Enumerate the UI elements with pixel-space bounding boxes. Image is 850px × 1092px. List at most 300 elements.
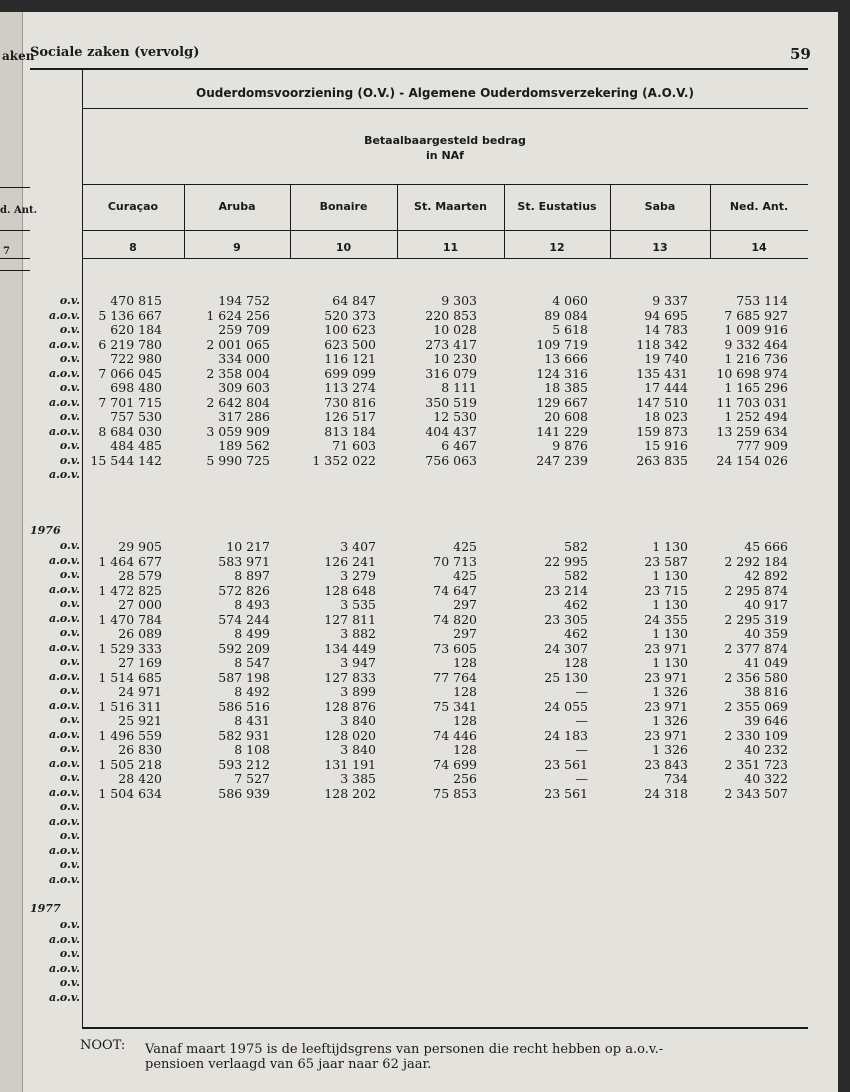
row-type-label: a.o.v. <box>48 785 80 799</box>
margin-cut-heading: d. Ant. <box>0 205 38 216</box>
table-cell: 77 764 <box>433 669 477 685</box>
table-cell: 89 084 <box>544 307 588 323</box>
table-cell: 25 921 <box>118 713 162 728</box>
table-cell: 2 343 507 <box>724 785 788 801</box>
table-cell: 1 326 <box>652 713 688 728</box>
table-cell: 42 892 <box>744 568 788 583</box>
table-cell: 126 241 <box>324 553 376 569</box>
table-cell: 10 230 <box>433 351 477 366</box>
table-cell: 2 295 874 <box>724 582 788 598</box>
table-cell: 75 853 <box>433 785 477 801</box>
table-cell: 263 835 <box>636 452 688 468</box>
table-cell: 23 971 <box>644 727 688 743</box>
table-cell: 572 826 <box>218 582 270 598</box>
margin-rule-a <box>0 187 30 188</box>
row-labels-monthly-1977 <box>24 918 80 1005</box>
table-cell: 484 485 <box>110 438 162 453</box>
row-type-label: o.v. <box>59 626 80 639</box>
col-header-aruba: Aruba <box>218 200 256 213</box>
table-cell: 113 274 <box>324 380 376 395</box>
table-cell: 2 292 184 <box>724 553 788 569</box>
table-cell: 141 229 <box>536 423 588 439</box>
row-type-label: a.o.v. <box>48 872 80 886</box>
table-title: Ouderdomsvoorziening (O.V.) - Algemene Ouderdomsverzekering (A.O.V.) <box>196 86 694 100</box>
table-cell: 135 431 <box>636 365 688 381</box>
table-cell: 8 684 030 <box>98 423 162 439</box>
row-type-label: a.o.v. <box>48 640 80 654</box>
row-type-label: o.v. <box>59 352 80 365</box>
table-cell: 757 530 <box>110 409 162 424</box>
year-label-1977: 1977 <box>30 902 61 915</box>
table-cell: 116 121 <box>324 351 376 366</box>
table-cell: 17 444 <box>644 380 688 395</box>
table-cell: 582 931 <box>218 727 270 743</box>
table-cell: 9 303 <box>441 293 477 308</box>
table-cell: 1 326 <box>652 684 688 699</box>
table-cell: 24 307 <box>544 640 588 656</box>
table-cell: 1 516 311 <box>98 698 162 714</box>
row-type-label: o.v. <box>59 539 80 552</box>
amount-heading-line2: in NAf <box>426 149 464 162</box>
table-cell: 2 351 723 <box>724 756 788 772</box>
row-type-label: o.v. <box>59 381 80 394</box>
table-cell: 23 843 <box>644 756 688 772</box>
table-cell: 1 504 634 <box>98 785 162 801</box>
table-cell: 623 500 <box>324 336 376 352</box>
table-cell: 3 947 <box>340 655 376 670</box>
table-cell: 592 209 <box>218 640 270 656</box>
table-cell: 70 713 <box>433 553 477 569</box>
row-type-label: o.v. <box>59 976 80 989</box>
table-cell: 109 719 <box>536 336 588 352</box>
table-cell: 40 359 <box>744 626 788 641</box>
table-cell: 3 407 <box>340 539 376 554</box>
table-cell: 1 216 736 <box>724 351 788 366</box>
margin-cut-colnum: 7 <box>3 246 10 257</box>
table-cell: 462 <box>564 626 588 641</box>
table-cell: 3 840 <box>340 713 376 728</box>
row-type-label: a.o.v. <box>48 337 80 351</box>
row-type-label: a.o.v. <box>48 756 80 770</box>
table-cell: 19 740 <box>644 351 688 366</box>
table-cell: 28 420 <box>118 771 162 786</box>
table-cell: 128 876 <box>324 698 376 714</box>
table-cell: 24 355 <box>644 611 688 627</box>
row-type-label: o.v. <box>59 800 80 813</box>
table-cell: 582 <box>564 539 588 554</box>
table-cell: 334 000 <box>218 351 270 366</box>
table-cell: 10 698 974 <box>716 365 788 381</box>
table-cell: 698 480 <box>110 380 162 395</box>
table-cell: — <box>575 713 588 728</box>
table-cell: 1 130 <box>652 655 688 670</box>
top-rule <box>30 68 808 70</box>
table-cell: 29 905 <box>118 539 162 554</box>
table-cell: 10 217 <box>226 539 270 554</box>
table-cell: 6 467 <box>441 438 477 453</box>
table-cell: 734 <box>664 771 688 786</box>
row-type-label: a.o.v. <box>48 932 80 946</box>
table-cell: — <box>575 742 588 757</box>
row-type-label: a.o.v. <box>48 424 80 438</box>
table-cell: 587 198 <box>218 669 270 685</box>
table-cell: 131 191 <box>324 756 376 772</box>
margin-rule-c <box>0 258 30 259</box>
table-cell: 24 154 026 <box>716 452 788 468</box>
table-cell: 8 897 <box>234 568 270 583</box>
table-cell: 1 464 677 <box>98 553 162 569</box>
row-type-label: a.o.v. <box>48 698 80 712</box>
subheading-rule <box>82 184 808 185</box>
table-cell: 1 130 <box>652 568 688 583</box>
table-cell: 273 417 <box>425 336 477 352</box>
table-cell: 129 667 <box>536 394 588 410</box>
table-cell: 18 385 <box>544 380 588 395</box>
margin-rule-d <box>0 270 30 271</box>
table-cell: 10 028 <box>433 322 477 337</box>
table-cell: 127 811 <box>324 611 376 627</box>
table-cell: 297 <box>453 597 477 612</box>
col-number-curacao: 8 <box>129 241 137 254</box>
row-type-label: o.v. <box>59 294 80 307</box>
table-cell: 128 648 <box>324 582 376 598</box>
row-type-label: o.v. <box>59 684 80 697</box>
row-labels-monthly-1976 <box>24 539 80 887</box>
table-cell: 27 169 <box>118 655 162 670</box>
table-cell: 13 259 634 <box>716 423 788 439</box>
row-type-label: o.v. <box>59 771 80 784</box>
col-header-saba: Saba <box>644 200 676 213</box>
table-cell: 583 971 <box>218 553 270 569</box>
col-number-st-eustatius: 12 <box>549 241 565 254</box>
table-cell: 404 437 <box>425 423 477 439</box>
page-number: 59 <box>790 45 811 63</box>
column-curacao-values <box>82 294 162 801</box>
table-cell: 15 916 <box>644 438 688 453</box>
table-cell: 7 066 045 <box>98 365 162 381</box>
table-cell: 1 009 916 <box>724 322 788 337</box>
row-type-label: a.o.v. <box>48 843 80 857</box>
column-st-maarten-values <box>397 294 477 801</box>
table-cell: 74 699 <box>433 756 477 772</box>
table-cell: 350 519 <box>425 394 477 410</box>
table-cell: 7 685 927 <box>724 307 788 323</box>
table-cell: — <box>575 771 588 786</box>
table-cell: 189 562 <box>218 438 270 453</box>
col-number-aruba: 9 <box>233 241 241 254</box>
note-line-1: Vanaf maart 1975 is de leeftijdsgrens van personen die recht hebben op a.o.v.- <box>145 1042 664 1057</box>
table-cell: 3 385 <box>340 771 376 786</box>
table-cell: 23 214 <box>544 582 588 598</box>
table-cell: 23 305 <box>544 611 588 627</box>
table-cell: 620 184 <box>110 322 162 337</box>
table-cell: 593 212 <box>218 756 270 772</box>
table-cell: 2 330 109 <box>724 727 788 743</box>
table-cell: 134 449 <box>324 640 376 656</box>
table-cell: 15 544 142 <box>90 452 162 468</box>
table-cell: 2 358 004 <box>206 365 270 381</box>
table-cell: 1 130 <box>652 626 688 641</box>
table-cell: 2 642 804 <box>206 394 270 410</box>
table-cell: 5 990 725 <box>206 452 270 468</box>
table-cell: 317 286 <box>218 409 270 424</box>
table-cell: 1 252 494 <box>724 409 788 424</box>
table-cell: 64 847 <box>332 293 376 308</box>
table-cell: 1 505 218 <box>98 756 162 772</box>
table-cell: 259 709 <box>218 322 270 337</box>
column-st-eustatius-values <box>504 294 588 801</box>
table-cell: 1 470 784 <box>98 611 162 627</box>
note-label: NOOT: <box>80 1038 126 1053</box>
binding-spine <box>0 12 23 1092</box>
col-number-saba: 13 <box>652 241 668 254</box>
table-cell: 7 527 <box>234 771 270 786</box>
table-cell: 23 971 <box>644 640 688 656</box>
table-cell: 74 647 <box>433 582 477 598</box>
table-cell: 23 561 <box>544 756 588 772</box>
table-cell: 3 840 <box>340 742 376 757</box>
table-cell: 40 232 <box>744 742 788 757</box>
table-cell: 753 114 <box>736 293 788 308</box>
table-cell: 8 111 <box>441 380 477 395</box>
row-type-label: o.v. <box>59 742 80 755</box>
table-cell: 159 873 <box>636 423 688 439</box>
table-cell: 94 695 <box>644 307 688 323</box>
table-cell: 23 561 <box>544 785 588 801</box>
row-type-label: o.v. <box>59 597 80 610</box>
table-cell: 2 355 069 <box>724 698 788 714</box>
table-cell: 128 202 <box>324 785 376 801</box>
table-cell: 4 060 <box>552 293 588 308</box>
table-cell: 74 446 <box>433 727 477 743</box>
row-type-label: o.v. <box>59 918 80 931</box>
table-cell: 27 000 <box>118 597 162 612</box>
table-cell: 220 853 <box>425 307 477 323</box>
col-header-bonaire: Bonaire <box>319 200 368 213</box>
table-cell: 26 089 <box>118 626 162 641</box>
table-cell: 1 496 559 <box>98 727 162 743</box>
table-cell: 24 318 <box>644 785 688 801</box>
table-cell: 40 917 <box>744 597 788 612</box>
row-type-label: o.v. <box>59 947 80 960</box>
table-cell: 23 715 <box>644 582 688 598</box>
table-cell: 582 <box>564 568 588 583</box>
table-cell: 23 587 <box>644 553 688 569</box>
row-type-label: o.v. <box>59 410 80 423</box>
table-cell: 24 055 <box>544 698 588 714</box>
table-cell: 14 783 <box>644 322 688 337</box>
col-header-st-eustatius: St. Eustatius <box>517 200 597 213</box>
row-type-label: o.v. <box>59 655 80 668</box>
row-type-label: a.o.v. <box>48 990 80 1004</box>
table-cell: 39 646 <box>744 713 788 728</box>
table-cell: 40 322 <box>744 771 788 786</box>
col-header-curacao: Curaçao <box>107 200 159 213</box>
table-cell: 9 876 <box>552 438 588 453</box>
row-type-label: a.o.v. <box>48 814 80 828</box>
table-cell: 126 517 <box>324 409 376 424</box>
table-cell: 71 603 <box>332 438 376 453</box>
table-cell: 1 130 <box>652 597 688 612</box>
table-cell: 2 356 580 <box>724 669 788 685</box>
col-header-st-maarten: St. Maarten <box>414 200 487 213</box>
table-cell: 24 971 <box>118 684 162 699</box>
row-type-label: o.v. <box>59 713 80 726</box>
table-cell: 247 239 <box>536 452 588 468</box>
table-cell: 3 535 <box>340 597 376 612</box>
table-cell: 2 001 065 <box>206 336 270 352</box>
table-cell: 777 909 <box>736 438 788 453</box>
table-cell: 722 980 <box>110 351 162 366</box>
table-cell: 124 316 <box>536 365 588 381</box>
table-cell: 128 <box>453 684 477 699</box>
table-cell: 1 165 296 <box>724 380 788 395</box>
table-cell: 118 342 <box>636 336 688 352</box>
table-cell: 128 <box>453 742 477 757</box>
table-cell: 1 529 333 <box>98 640 162 656</box>
table-cell: 3 882 <box>340 626 376 641</box>
column-bonaire-values <box>290 294 376 801</box>
table-cell: 28 579 <box>118 568 162 583</box>
row-type-label: a.o.v. <box>48 468 80 481</box>
table-cell: 100 623 <box>324 322 376 337</box>
table-cell: 2 295 319 <box>724 611 788 627</box>
table-cell: 462 <box>564 597 588 612</box>
table-cell: 1 472 825 <box>98 582 162 598</box>
table-cell: 586 516 <box>218 698 270 714</box>
table-cell: 128 <box>453 655 477 670</box>
table-cell: 3 059 909 <box>206 423 270 439</box>
col-number-bonaire: 10 <box>335 241 352 254</box>
table-cell: 1 352 022 <box>312 452 376 468</box>
column-aruba-values <box>184 294 270 801</box>
table-cell: 730 816 <box>324 394 376 410</box>
row-type-label: a.o.v. <box>48 611 80 625</box>
note-line-2: pensioen verlaagd van 65 jaar naar 62 jaar. <box>145 1057 432 1072</box>
table-cell: 127 833 <box>324 669 376 685</box>
table-cell: 147 510 <box>636 394 688 410</box>
table-cell: 24 183 <box>544 727 588 743</box>
row-type-label: a.o.v. <box>48 582 80 596</box>
table-cell: 18 023 <box>644 409 688 424</box>
row-type-label: a.o.v. <box>48 395 80 409</box>
table-cell: 26 830 <box>118 742 162 757</box>
table-cell: — <box>575 684 588 699</box>
left-margin-cut-header: aken <box>2 49 35 63</box>
table-cell: 8 492 <box>234 684 270 699</box>
row-type-label: o.v. <box>59 829 80 842</box>
column-ned-ant-values <box>710 294 788 801</box>
table-cell: 3 279 <box>340 568 376 583</box>
table-cell: 5 618 <box>552 322 588 337</box>
table-cell: 22 995 <box>544 553 588 569</box>
col-header-ned-ant: Ned. Ant. <box>729 200 789 213</box>
number-rule <box>82 258 808 259</box>
table-cell: 75 341 <box>433 698 477 714</box>
table-cell: 7 701 715 <box>98 394 162 410</box>
table-cell: 6 219 780 <box>98 336 162 352</box>
table-cell: 11 703 031 <box>716 394 788 410</box>
table-cell: 20 608 <box>544 409 588 424</box>
row-type-label: a.o.v. <box>48 727 80 741</box>
table-cell: 470 815 <box>110 293 162 308</box>
table-cell: 520 373 <box>324 307 376 323</box>
table-cell: 8 499 <box>234 626 270 641</box>
table-cell: 309 603 <box>218 380 270 395</box>
table-cell: 194 752 <box>218 293 270 308</box>
table-cell: 586 939 <box>218 785 270 801</box>
row-type-label: o.v. <box>59 858 80 871</box>
table-cell: 5 136 667 <box>98 307 162 323</box>
table-cell: 699 099 <box>324 365 376 381</box>
row-type-label: a.o.v. <box>48 553 80 567</box>
table-cell: 8 108 <box>234 742 270 757</box>
table-cell: 1 326 <box>652 742 688 757</box>
year-label-1976: 1976 <box>30 524 61 537</box>
table-cell: 38 816 <box>744 684 788 699</box>
table-cell: 128 <box>453 713 477 728</box>
table-cell: 574 244 <box>218 611 270 627</box>
column-rule <box>82 230 808 231</box>
table-cell: 9 332 464 <box>724 336 788 352</box>
row-type-label: a.o.v. <box>48 669 80 683</box>
table-cell: 12 530 <box>433 409 477 424</box>
row-type-label: o.v. <box>59 453 80 467</box>
row-type-label: a.o.v. <box>48 308 80 322</box>
row-type-label: o.v. <box>59 568 80 581</box>
amount-heading-line1: Betaalbaargesteld bedrag <box>364 134 526 147</box>
table-cell: 813 184 <box>324 423 376 439</box>
table-cell: 23 971 <box>644 669 688 685</box>
col-number-ned-ant: 14 <box>751 241 767 254</box>
table-cell: 41 049 <box>744 655 788 670</box>
table-cell: 73 605 <box>433 640 477 656</box>
table-cell: 756 063 <box>425 452 477 468</box>
table-cell: 316 079 <box>425 365 477 381</box>
table-cell: 25 130 <box>544 669 588 685</box>
row-type-label: a.o.v. <box>48 961 80 975</box>
table-cell: 8 431 <box>234 713 270 728</box>
table-cell: 1 130 <box>652 539 688 554</box>
row-type-label: a.o.v. <box>48 366 80 380</box>
document-page <box>0 12 838 1092</box>
row-type-label: o.v. <box>59 439 80 452</box>
margin-rule-b <box>0 230 30 231</box>
table-cell: 45 666 <box>744 539 788 554</box>
table-cell: 23 971 <box>644 698 688 714</box>
table-cell: 8 547 <box>234 655 270 670</box>
table-cell: 13 666 <box>544 351 588 366</box>
table-cell: 1 624 256 <box>206 307 270 323</box>
row-labels-annual <box>24 294 80 483</box>
bottom-rule <box>82 1027 808 1029</box>
table-cell: 297 <box>453 626 477 641</box>
table-cell: 128 <box>564 655 588 670</box>
page-header: Sociale zaken (vervolg) <box>30 45 200 60</box>
table-cell: 3 899 <box>340 684 376 699</box>
table-cell: 2 377 874 <box>724 640 788 656</box>
table-cell: 128 020 <box>324 727 376 743</box>
table-cell: 1 514 685 <box>98 669 162 685</box>
table-cell: 8 493 <box>234 597 270 612</box>
table-cell: 74 820 <box>433 611 477 627</box>
col-number-st-maarten: 11 <box>442 241 459 254</box>
table-cell: 425 <box>453 539 477 554</box>
table-cell: 256 <box>453 771 477 786</box>
row-type-label: o.v. <box>59 323 80 336</box>
heading-rule <box>82 108 808 109</box>
table-cell: 9 337 <box>652 293 688 308</box>
